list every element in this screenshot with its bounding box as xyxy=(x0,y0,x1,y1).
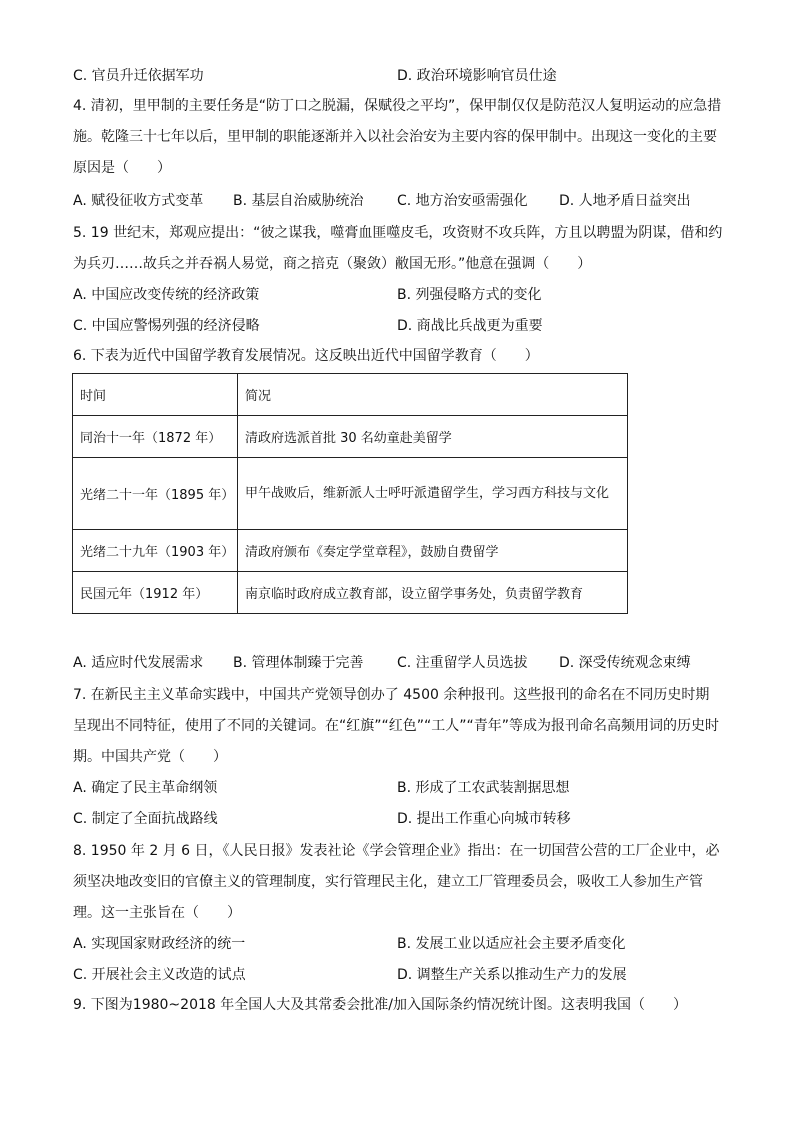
q3-option-d: D. 政治环境影响官员仕途 xyxy=(397,68,557,84)
q9-stem: 9. 下图为1980~2018 年全国人大及其常委会批准/加入国际条约情况统计图。这表明我国（ ） xyxy=(73,997,687,1013)
q6-stem: 6. 下表为近代中国留学教育发展情况。这反映出近代中国留学教育（ ） xyxy=(73,348,539,364)
q4-option-c: C. 地方治安亟需强化 xyxy=(397,193,528,209)
table-header-cell: 简况 xyxy=(238,374,628,416)
table-row xyxy=(73,416,628,458)
q5-option-d: D. 商战比兵战更为重要 xyxy=(397,318,543,334)
q5-option-c: C. 中国应警惕列强的经济侵略 xyxy=(73,318,260,334)
q4-option-d: D. 人地矛盾日益突出 xyxy=(559,193,691,209)
table-cell: 民国元年（1912 年） xyxy=(73,572,238,614)
q3-option-c: C. 官员升迁依据军功 xyxy=(73,68,204,84)
q8-option-d: D. 调整生产关系以推动生产力的发展 xyxy=(397,967,627,983)
q6-option-d: D. 深受传统观念束缚 xyxy=(559,655,691,671)
table-cell: 清政府选派首批 30 名幼童赴美留学 xyxy=(238,416,628,458)
table-cell: 甲午战败后，维新派人士呼吁派遣留学生，学习西方科技与文化 xyxy=(238,458,628,530)
q6-option-a: A. 适应时代发展需求 xyxy=(73,655,204,671)
q4-stem: 4. 清初，里甲制的主要任务是“防丁口之脱漏，保赋役之平均”，保甲制仅仅是防范汉人复明运动的应急措施。乾隆三十七年以后，里甲制的职能逐渐并入以社会治安为主要内容的保甲制中。出现这一变化的主要原因是（ ） xyxy=(73,98,722,176)
q5-option-a: A. 中国应改变传统的经济政策 xyxy=(73,287,260,303)
table-cell: 南京临时政府成立教育部，设立留学事务处，负责留学教育 xyxy=(238,572,628,614)
q8-option-c: C. 开展社会主义改造的试点 xyxy=(73,967,246,983)
q4-option-a: A. 赋役征收方式变革 xyxy=(73,193,204,209)
q8-option-b: B. 发展工业以适应社会主要矛盾变化 xyxy=(397,936,626,952)
q7-option-c: C. 制定了全面抗战路线 xyxy=(73,811,218,827)
table-cell: 清政府颁布《奏定学堂章程》，鼓励自费留学 xyxy=(238,530,628,572)
q4-option-b: B. 基层自治威胁统治 xyxy=(233,193,364,209)
table-cell: 同治十一年（1872 年） xyxy=(73,416,238,458)
q7-stem: 7. 在新民主主义革命实践中，中国共产党领导创办了 4500 余种报刊。这些报刊的命名在不同历史时期呈现出不同特征，使用了不同的关键词。在“红旗”“红色”“工人”“青年”等成为报刊命名高频用词的历史时期。中国共产党（ ） xyxy=(73,687,720,765)
q7-option-a: A. 确定了民主革命纲领 xyxy=(73,780,218,796)
q6-option-c: C. 注重留学人员选拔 xyxy=(397,655,528,671)
table-row xyxy=(73,458,628,530)
table-header-row xyxy=(73,374,628,416)
q5-option-b: B. 列强侵略方式的变化 xyxy=(397,287,542,303)
q7-option-d: D. 提出工作重心向城市转移 xyxy=(397,811,571,827)
q8-stem: 8. 1950 年 2 月 6 日，《人民日报》发表社论《学会管理企业》指出：在一切国营公营的工厂企业中，必须坚决地改变旧的官僚主义的管理制度，实行管理民主化，建立工厂管理委员会，吸收工人参加生产管理。这一主张旨在（ ） xyxy=(73,843,720,921)
q7-option-b: B. 形成了工农武装割据思想 xyxy=(397,780,570,796)
table-cell: 光绪二十一年（1895 年） xyxy=(73,458,238,530)
q6-option-b: B. 管理体制臻于完善 xyxy=(233,655,364,671)
table-row xyxy=(73,530,628,572)
q5-stem: 5. 19 世纪末，郑观应提出：“彼之谋我，噬膏血匪噬皮毛，攻资财不攻兵阵，方且以聘盟为阴谋，借和约为兵刃……故兵之并吞祸人易觉，商之掊克（聚敛）敝国无形。”他意在强调（ ） xyxy=(73,225,723,272)
table-row xyxy=(73,572,628,614)
q8-option-a: A. 实现国家财政经济的统一 xyxy=(73,936,246,952)
table-header-cell: 时间 xyxy=(73,374,238,416)
q6-table xyxy=(72,373,628,614)
table-cell: 光绪二十九年（1903 年） xyxy=(73,530,238,572)
